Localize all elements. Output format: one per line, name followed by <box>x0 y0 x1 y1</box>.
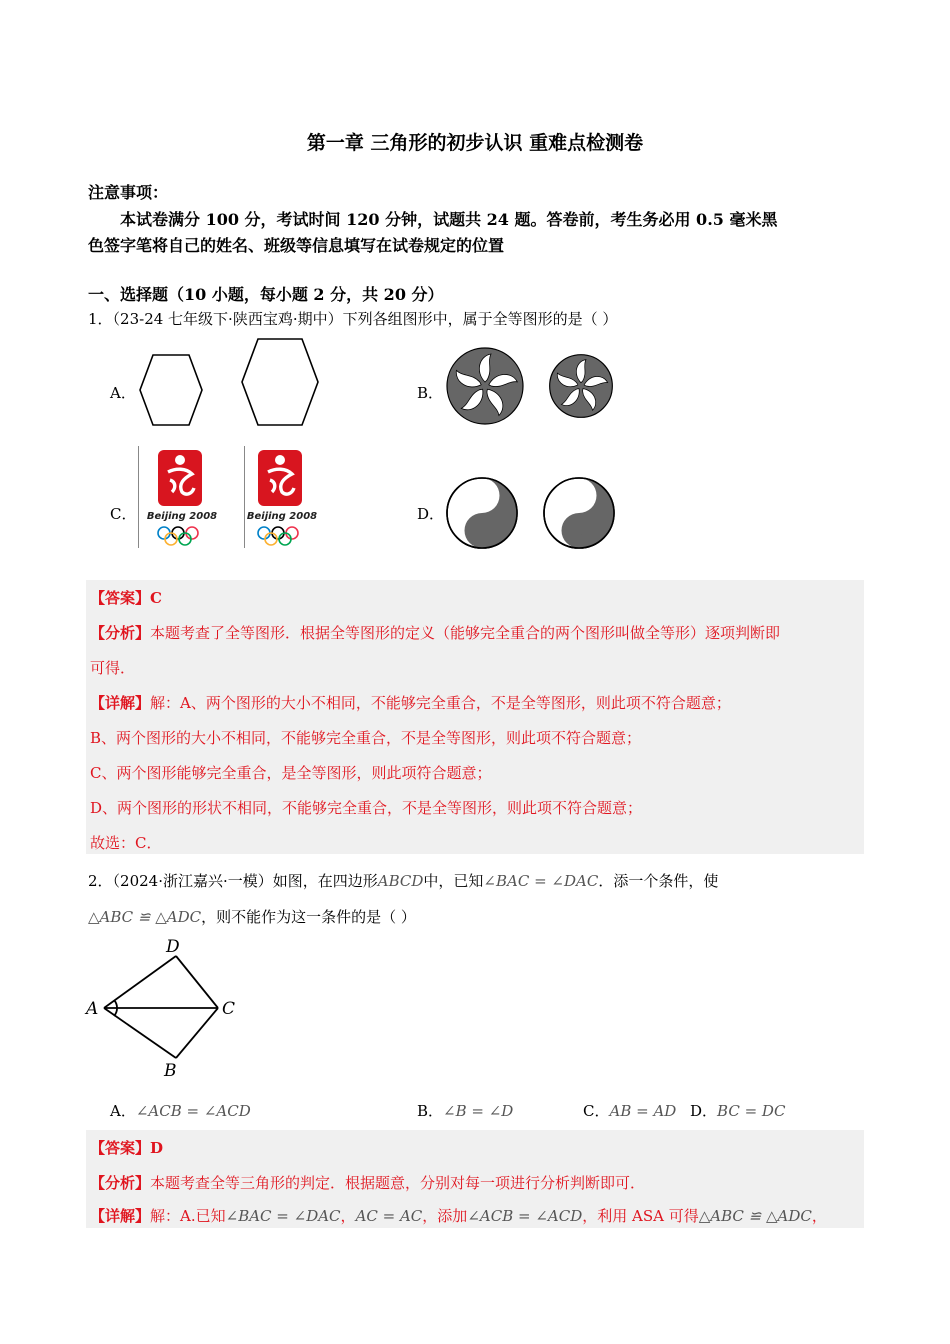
q2-answer-line <box>90 1137 163 1158</box>
q2-quad-name: ABCD <box>377 872 424 890</box>
q1-detail-line-4: D、两个图形的形状不相同，不能够完全重合，不是全等图形，则此项不符合题意； <box>90 799 643 817</box>
q1-option-c-divider-right <box>244 446 245 548</box>
q2-edge-bc <box>176 1008 218 1058</box>
q1-analysis-tag: 【分析】 <box>90 624 151 642</box>
q1-analysis-line-1 <box>90 622 780 643</box>
q2-edge-dc <box>176 956 218 1008</box>
q1-detail-tag: 【详解】 <box>90 694 151 712</box>
q2-detail-expr-4: △ABC ≌ △ADC <box>698 1207 812 1225</box>
q2-answer-value: D <box>150 1139 164 1157</box>
q1-option-b-label: B． <box>417 384 444 402</box>
q2-label-c: C <box>222 999 236 1019</box>
q1-answer-value: C <box>150 589 162 607</box>
q2-analysis-tag: 【分析】 <box>90 1174 151 1192</box>
page-title: 第一章 三角形的初步认识 重难点检测卷 <box>306 132 644 154</box>
q2-analysis-line <box>90 1172 645 1193</box>
q1-option-c-logo-2-text: Beijing 2008 <box>246 511 318 522</box>
q1-option-d-label: D． <box>417 505 445 523</box>
q1-analysis-text-1: 本题考查了全等图形．根据全等图形的定义（能够完全重合的两个图形叫做全等形）逐项判断即 <box>150 624 781 642</box>
q2-option-c-expr: AB = AD <box>609 1102 677 1120</box>
q1-option-d-taiji-variant <box>444 475 520 551</box>
section-heading: 一、选择题（10 小题，每小题 2 分，共 20 分） <box>88 285 444 304</box>
q2-answer-tag: 【答案】 <box>90 1139 151 1157</box>
q1-option-a-small-hexagon <box>136 350 206 430</box>
q1-option-a-large-hexagon <box>236 336 324 434</box>
q2-answer-box <box>86 1130 864 1228</box>
q2-analysis-text: 本题考查全等三角形的判定．根据题意，分别对每一项进行分析判断即可． <box>150 1174 646 1192</box>
q1-option-c-olympic-logo-1 <box>146 448 220 548</box>
q2-label-d: D <box>166 937 180 957</box>
q2-option-c-label: C． <box>583 1102 610 1120</box>
q1-option-a-label: A． <box>110 384 136 402</box>
q2-option-b-expr: ∠B = ∠D <box>443 1102 514 1120</box>
notice-heading: 注意事项： <box>88 183 169 202</box>
question-2-stem-line-1 <box>88 870 718 891</box>
q1-analysis-line-2: 可得． <box>90 659 136 677</box>
notice-line-2: 色签字笔将自己的姓名、班级等信息填写在试卷规定的位置 <box>88 236 505 255</box>
q2-option-d-expr: BC = DC <box>717 1102 786 1120</box>
question-2-stem-line-2 <box>88 906 416 927</box>
q2-stem-part-2: 中，已知 <box>423 872 484 890</box>
q2-label-a: A <box>86 999 99 1019</box>
q2-option-b <box>417 1100 513 1121</box>
q1-answer-box <box>86 580 864 854</box>
q2-option-d <box>690 1100 785 1121</box>
q2-option-b-label: B． <box>417 1102 444 1120</box>
q1-option-c-olympic-logo-2 <box>246 448 320 548</box>
q2-given-condition: ∠BAC = ∠DAC <box>483 872 599 890</box>
q2-detail-expr-2: AC = AC <box>355 1207 423 1225</box>
q2-detail-part-5: ， <box>811 1207 827 1225</box>
q1-detail-line-5: 故选：C． <box>90 834 162 852</box>
q2-option-a-label: A． <box>110 1102 136 1120</box>
q2-option-a-expr: ∠ACB = ∠ACD <box>135 1102 251 1120</box>
q2-stem-part-3: ．添一个条件，使 <box>598 872 719 890</box>
notice-line-1: 本试卷满分 100 分，考试时间 120 分钟，试题共 24 题。答卷前，考生务必用 0.5 毫米黑 <box>120 210 778 229</box>
q2-detail-part-4: ，利用 ASA 可得 <box>582 1207 699 1225</box>
q1-option-b-bauhinia-large <box>445 346 525 426</box>
q2-stem-part-4: ，则不能作为这一条件的是（ ） <box>201 908 416 926</box>
q1-option-c-divider-left <box>138 446 139 548</box>
q1-answer-tag: 【答案】 <box>90 589 151 607</box>
q1-detail-line-2: B、两个图形的大小不相同，不能够完全重合，不是全等图形，则此项不符合题意； <box>90 729 642 747</box>
q1-option-c-label: C． <box>110 505 137 523</box>
q1-detail-text-1: 解：A、两个图形的大小不相同，不能够完全重合，不是全等图形，则此项不符合题意； <box>150 694 731 712</box>
q2-congruence: △ABC ≌ △ADC <box>88 908 202 926</box>
q2-label-b: B <box>164 1061 177 1081</box>
q2-detail-tag: 【详解】 <box>90 1207 151 1225</box>
q2-quadrilateral-figure <box>84 934 244 1082</box>
q2-detail-part-2: ， <box>340 1207 356 1225</box>
q1-option-b-bauhinia-small <box>548 353 614 419</box>
question-1-stem: 1．（23-24 七年级下·陕西宝鸡·期中）下列各组图形中，属于全等图形的是（ ） <box>88 310 618 328</box>
q2-detail-part-3: ，添加 <box>422 1207 468 1225</box>
q2-detail-expr-3: ∠ACB = ∠ACD <box>467 1207 583 1225</box>
q2-detail-part-1: 解：A.已知 <box>150 1207 226 1225</box>
q2-detail-expr-1: ∠BAC = ∠DAC <box>225 1207 341 1225</box>
q1-answer-line <box>90 587 162 608</box>
q1-detail-line-1 <box>90 692 731 713</box>
q2-option-a <box>110 1100 251 1121</box>
q2-option-c <box>583 1100 676 1121</box>
q2-detail-line-1 <box>90 1205 827 1226</box>
q2-option-d-label: D． <box>690 1102 718 1120</box>
q2-stem-part-1: 2．（2024·浙江嘉兴·一模）如图，在四边形 <box>88 872 378 890</box>
q1-option-c-logo-1-text: Beijing 2008 <box>146 511 218 522</box>
q1-detail-line-3: C、两个图形能够完全重合，是全等图形，则此项符合题意； <box>90 764 492 782</box>
q1-option-d-taiji <box>541 475 617 551</box>
